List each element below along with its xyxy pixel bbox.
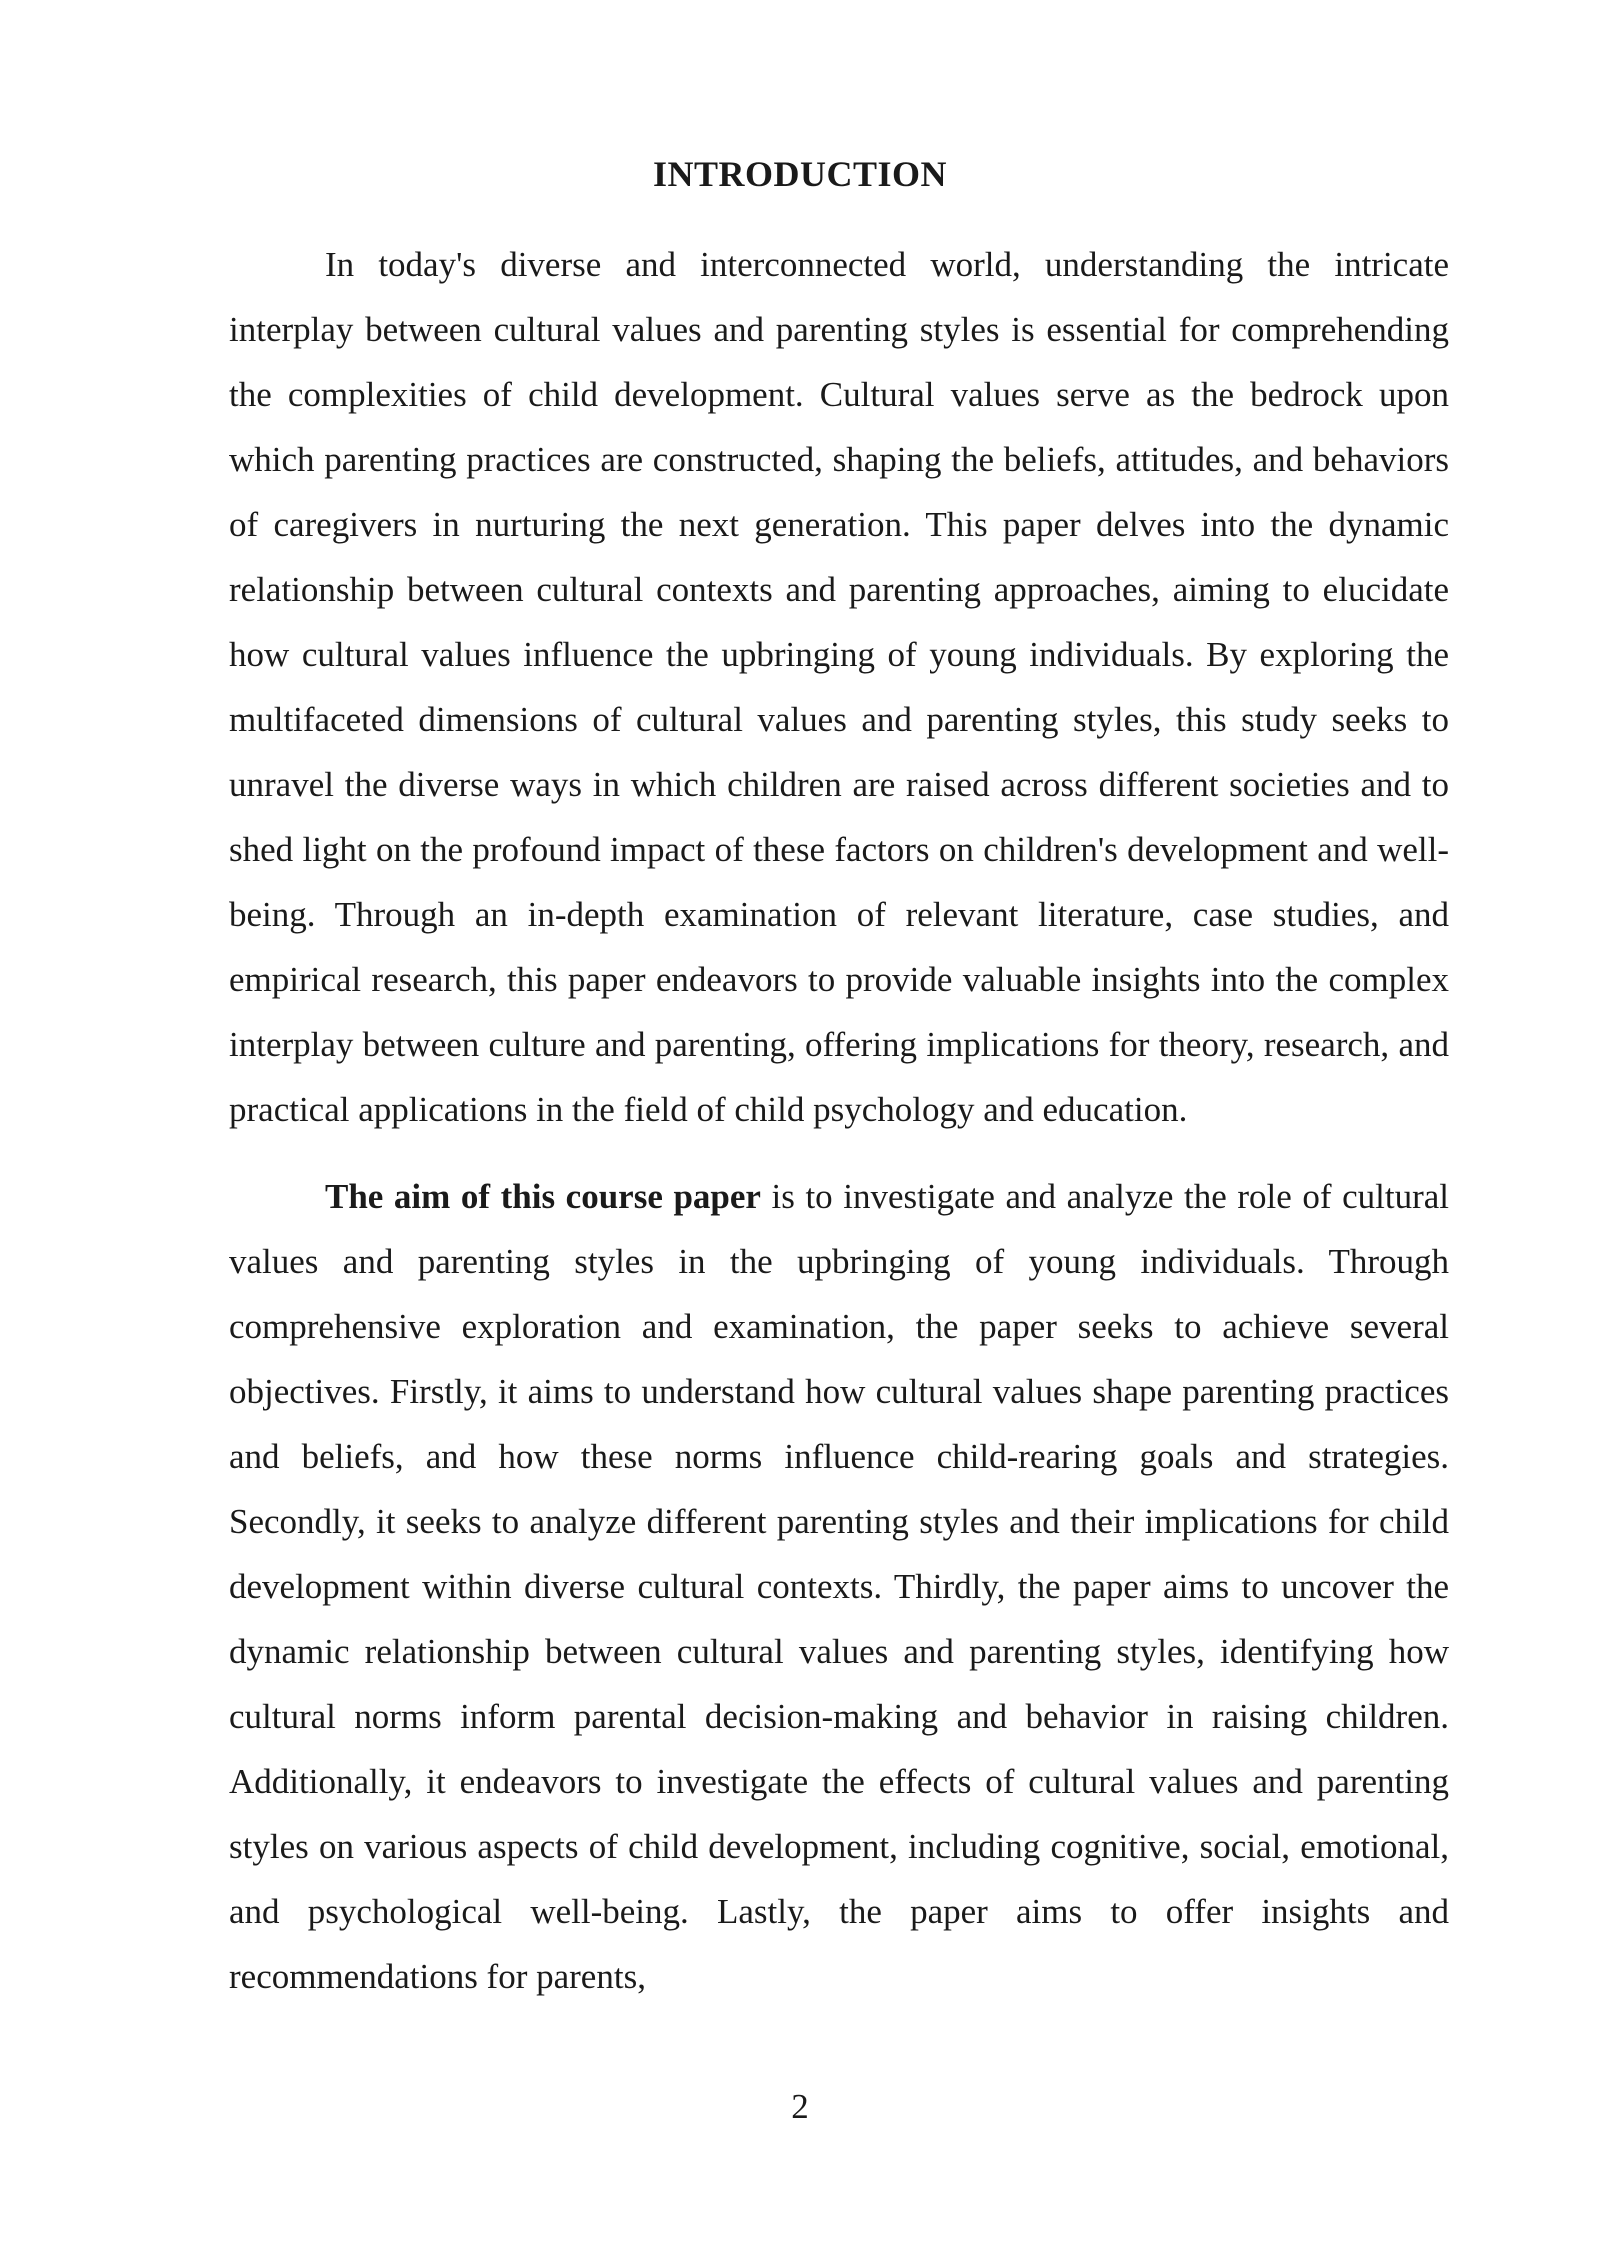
paragraph-aim: [229, 1164, 1449, 2009]
body-text: [229, 232, 1449, 2009]
paragraph-lead: The aim of this course paper: [325, 1177, 761, 1216]
section-heading: INTRODUCTION: [652, 154, 948, 194]
paragraph-introduction: [229, 232, 1449, 1142]
paragraph-text: In today's diverse and interconnected world, understanding the intricate interplay between cultural values and parenting styles is essential for comprehending the complexities of child development. Cultural values serve as the bedrock upon which parenting practices are constructed, shaping the beliefs, attitudes, and behaviors of caregivers in nurturing the next generation. This paper delves into the dynamic relationship between cultural contexts and parenting approaches, aiming to elucidate how cultural values influence the upbringing of young individuals. By exploring the multifaceted dimensions of cultural values and parenting styles, this study seeks to unravel the diverse ways in which children are raised across different societies and to shed light on the profound impact of these factors on children's development and well-being. Through an in-depth examination of relevant literature, case studies, and empirical research, this paper endeavors to provide valuable insights into the complex interplay between culture and parenting, offering implications for theory, research, and practical applications in the field of child psychology and education.: [229, 245, 1449, 1129]
page-number: 2: [791, 2087, 809, 2126]
paragraph-text: is to investigate and analyze the role of cultural values and parenting styles in the upbringing of young individuals. Through comprehensive exploration and examination, the paper seeks to achieve several objectives. Firstly, it aims to understand how cultural values shape parenting practices and beliefs, and how these norms influence child-rearing goals and strategies. Secondly, it seeks to analyze different parenting styles and their implications for child development within diverse cultural contexts. Thirdly, the paper aims to uncover the dynamic relationship between cultural values and parenting styles, identifying how cultural norms inform parental decision-making and behavior in raising children. Additionally, it endeavors to investigate the effects of cultural values and parenting styles on various aspects of child development, including cognitive, social, emotional, and psychological well-being. Lastly, the paper aims to offer insights and recommendations for parents,: [229, 1177, 1449, 1996]
